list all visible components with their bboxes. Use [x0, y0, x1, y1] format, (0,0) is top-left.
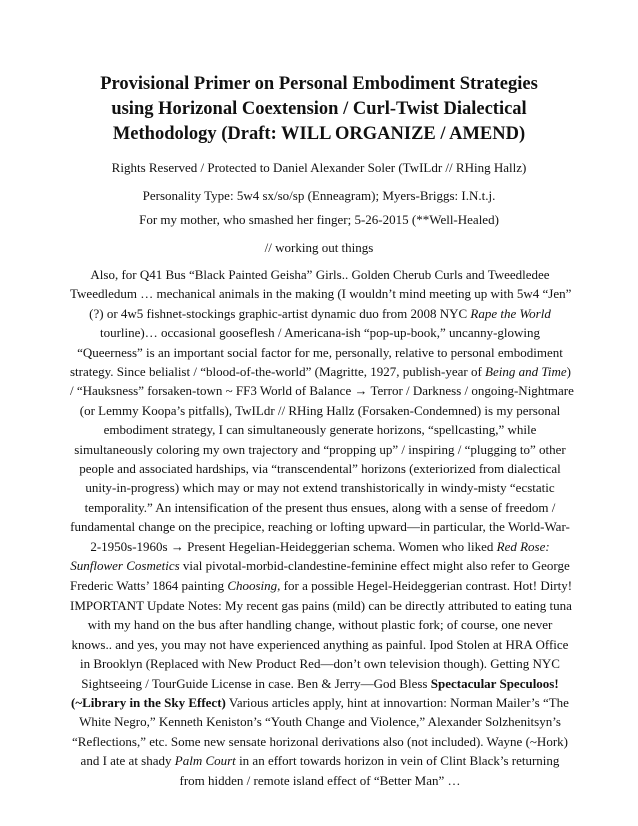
bold-text: (~Library in the Sky Effect) — [71, 695, 226, 711]
paragraph-line: (~Library in the Sky Effect) Various articles apply, hint at innovartion: Norman Mailer’s “The — [71, 695, 569, 711]
italic-text: Red Rose: — [496, 538, 550, 554]
paragraph-line: in Brooklyn (Replaced with New Product Red—don’t own television though). Getting NYC — [80, 656, 560, 672]
paragraph-line: with my hand on the bus after handling change, without plastic fork; of course, one never — [87, 617, 553, 633]
paragraph-line: and I ate at shady Palm Court in an effort towards horizon in vein of Clint Black’s returning — [80, 753, 560, 769]
paragraph-line: tourline)… occasional gooseflesh / Americana-ish “pop-up-book,” uncanny-glowing — [99, 325, 541, 341]
bold-text: Spectacular Speculoos! — [430, 675, 559, 691]
paragraph-line: from hidden / remote island effect of “Better Man” … — [179, 772, 461, 788]
italic-text: Choosing — [227, 577, 278, 593]
italic-text: Being and Time — [485, 364, 567, 380]
paragraph-intro — [70, 265, 574, 595]
paragraph-line: Sightseeing / TourGuide License in case. Ben & Jerry—God Bless Spectacular Speculoos! — [81, 675, 559, 691]
paragraph-line: White Negro,” Kenneth Keniston’s “Youth Change and Violence,” Alexander Solzhenitsyn’s — [79, 714, 561, 730]
document-title — [60, 72, 578, 147]
paragraph-line: strategy. Since belialist / “blood-of-the-world” (Magritte, 1927, publish-year of Being and Time) — [70, 364, 571, 380]
italic-text: Sunflower Cosmetics — [70, 558, 180, 574]
paragraph-line: IMPORTANT Update Notes: My recent gas pains (mild) can be directly attributed to eating tuna — [70, 598, 572, 613]
paragraph-update-notes — [70, 596, 570, 790]
paragraph-line: simultaneously coloring my own trajectory and “propping up” / inspiring / “plugging to” other — [74, 441, 566, 457]
paragraph-line: Sunflower Cosmetics vial pivotal-morbid-clandestine-feminine effect might also refer to George — [70, 558, 570, 574]
paragraph-line: unity-in-progress) which may or may not extend transhistorically in windy-misty “ecstatic — [85, 480, 555, 496]
rights-line: Rights Reserved / Protected to Daniel Alexander Soler (TwILdr // RHing Hallz) — [111, 160, 527, 175]
title-line: using Horizonal Coextension / Curl-Twist Dialectical — [111, 99, 527, 119]
title-line: Methodology (Draft: WILL ORGANIZE / AMEND) — [112, 124, 526, 144]
italic-text: Palm Court — [174, 753, 236, 769]
paragraph-line: “Queerness” is an important social factor for me, personally, relative to personal embodiment — [77, 344, 563, 360]
dedication-line: For my mother, who smashed her finger; 5-26-2015 (**Well-Healed) — [139, 212, 499, 227]
paragraph-line: “Reflections,” etc. Some new sensate horizonal derivations also (not included). Wayne (~Hork) — [72, 733, 568, 749]
paragraph-line: Tweedledum … mechanical animals in the making (I wouldn’t mind meeting up with 5w4 “Jen” — [70, 286, 572, 302]
paragraph-line: Frederic Watts’ 1864 painting Choosing, for a possible Hegel-Heideggerian contrast. Hot! Dirty! — [70, 577, 573, 593]
paragraph-line: people and associated hardships, via “transcendental” horizons (exteriorized from dialectical — [79, 461, 561, 477]
paragraph-line: knows.. and yes, you may not have experienced anything as painful. Ipod Stolen at HRA Office — [71, 636, 569, 652]
working-line: // working out things — [264, 240, 374, 255]
paragraph-line: / “Hauksness” forsaken-town ~ FF3 World of Balance → Terror / Darkness / ongoing-Nightmare — [70, 383, 574, 399]
paragraph-line: (?) or 4w5 fishnet-stockings graphic-artist dynamic duo from 2008 NYC Rape the World — [89, 305, 551, 321]
paragraph-line: embodiment strategy, I can simultaneously generate horizons, “spellcasting,” while — [103, 422, 537, 438]
title-line: Provisional Primer on Personal Embodiment Strategies — [100, 74, 538, 94]
paragraph-line: 2-1950s-1960s → Present Hegelian-Heideggerian schema. Women who liked Red Rose: — [90, 538, 550, 554]
italic-text: Rape the World — [470, 305, 551, 321]
paragraph-line: temporality.” An intensification of the present thus ensues, along with a sense of freedom / — [84, 499, 556, 515]
paragraph-line: Also, for Q41 Bus “Black Painted Geisha” Girls.. Golden Cherub Curls and Tweedledee — [90, 267, 550, 282]
personality-line: Personality Type: 5w4 sx/so/sp (Enneagram); Myers-Briggs: I.N.t.j. — [142, 188, 496, 203]
paragraph-line: (or Lemmy Koopa’s pitfalls), TwILdr // RHing Hallz (Forsaken-Condemned) is my personal — [79, 402, 561, 418]
paragraph-line: fundamental change on the precipice, reaching or lofting upward—in particular, the World-War- — [70, 519, 570, 535]
